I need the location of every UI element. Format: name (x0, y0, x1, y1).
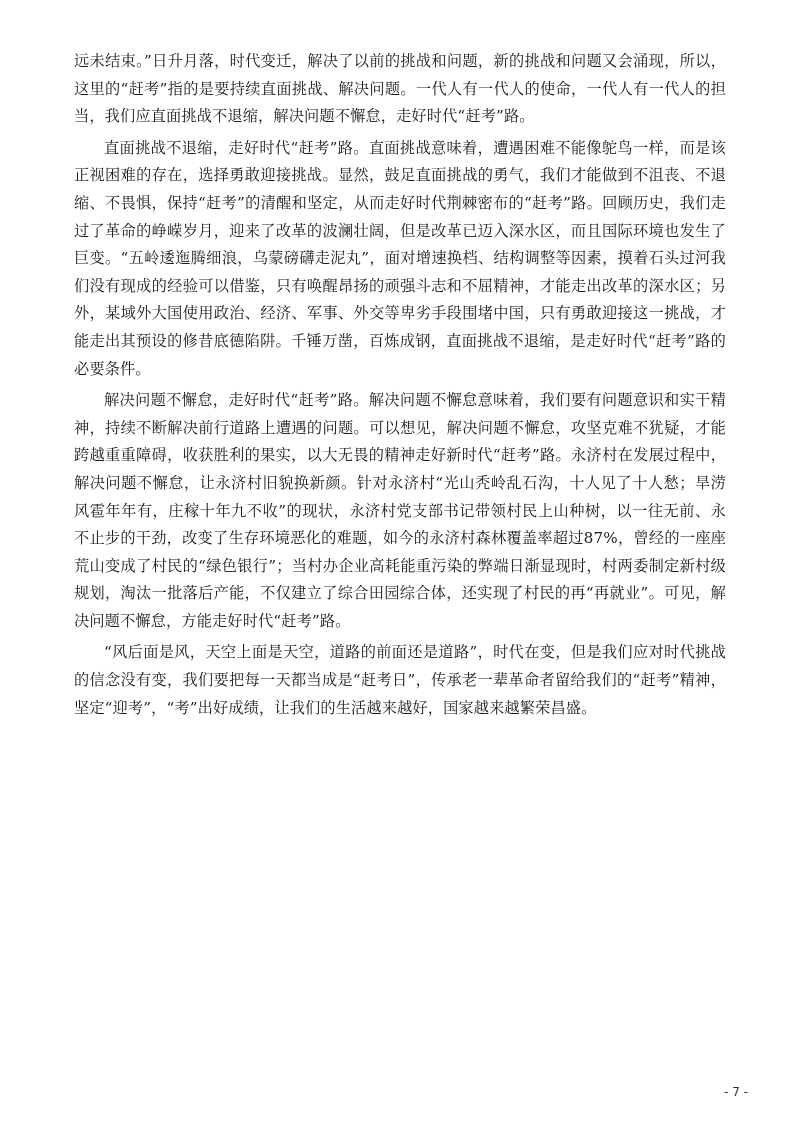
page-number: - 7 - (724, 1085, 748, 1099)
document-body (74, 48, 726, 726)
paragraph-1: 远未结束。”日升月落，时代变迁，解决了以前的挑战和问题，新的挑战和问题又会涌现，所以，这里的“赶考”指的是要持续直面挑战、解决问题。一代人有一代人的使命，一代人有一代人的担当，我们应直面挑战不退缩，解决问题不懈怠，走好时代“赶考”路。 (74, 52, 726, 126)
paragraph-3: 解决问题不懈怠，走好时代“赶考”路。解决问题不懈怠意味着，我们要有问题意识和实干精神，持续不断解决前行道路上遭遇的问题。可以想见，解决问题不懈怠，攻坚克难不犹疑，才能跨越重重障碍，收获胜利的果实，以大无畏的精神走好新时代“赶考”路。永济村在发展过程中，解决问题不懈怠，让永济村旧貌换新颜。针对永济村“光山秃岭乱石沟，十人见了十人愁；旱涝风雹年年有，庄稼十年九不收”的现状，永济村党支部书记带领村民上山种树，以一往无前、永不止步的干劲，改变了生存环境恶化的难题，如今的永济村森林覆盖率超过87%，曾经的一座座荒山变成了村民的“绿色银行”；当村办企业高耗能重污染的弊端日渐显现时，村两委制定新村级规划，淘汰一批落后产能，不仅建立了综合田园综合体，还实现了村民的再“再就业”。可见，解决问题不懈怠，方能走好时代“赶考”路。 (74, 391, 726, 630)
paragraph-2: 直面挑战不退缩，走好时代“赶考”路。直面挑战意味着，遭遇困难不能像鸵鸟一样，而是该正视困难的存在，选择勇敢迎接挑战。显然，鼓足直面挑战的勇气，我们才能做到不沮丧、不退缩、不畏惧，保持“赶考”的清醒和坚定，从而走好时代荆棘密布的“赶考”路。回顾历史，我们走过了革命的峥嵘岁月，迎来了改革的波澜壮阔，但是改革已迈入深水区，而且国际环境也发生了巨变。“五岭逶迤腾细浪，乌蒙磅礴走泥丸”，面对增速换档、结构调整等因素，摸着石头过河我们没有现成的经验可以借鉴，只有唤醒昂扬的顽强斗志和不屈精神，才能走出改革的深水区；另外，某域外大国使用政治、经济、军事、外交等卑劣手段围堵中国，只有勇敢迎接这一挑战，才能走出其预设的修昔底德陷阱。千锤万凿，百炼成钢，直面挑战不退缩，是走好时代“赶考”路的必要条件。 (74, 138, 726, 378)
paragraph-4: “风后面是风，天空上面是天空，道路的前面还是道路”，时代在变，但是我们应对时代挑战的信念没有变，我们要把每一天都当成是“赶考日”，传承老一辈革命者留给我们的“赶考”精神，坚定“迎考”，“考”出好成绩，让我们的生活越来越好，国家越来越繁荣昌盛。 (74, 643, 726, 717)
